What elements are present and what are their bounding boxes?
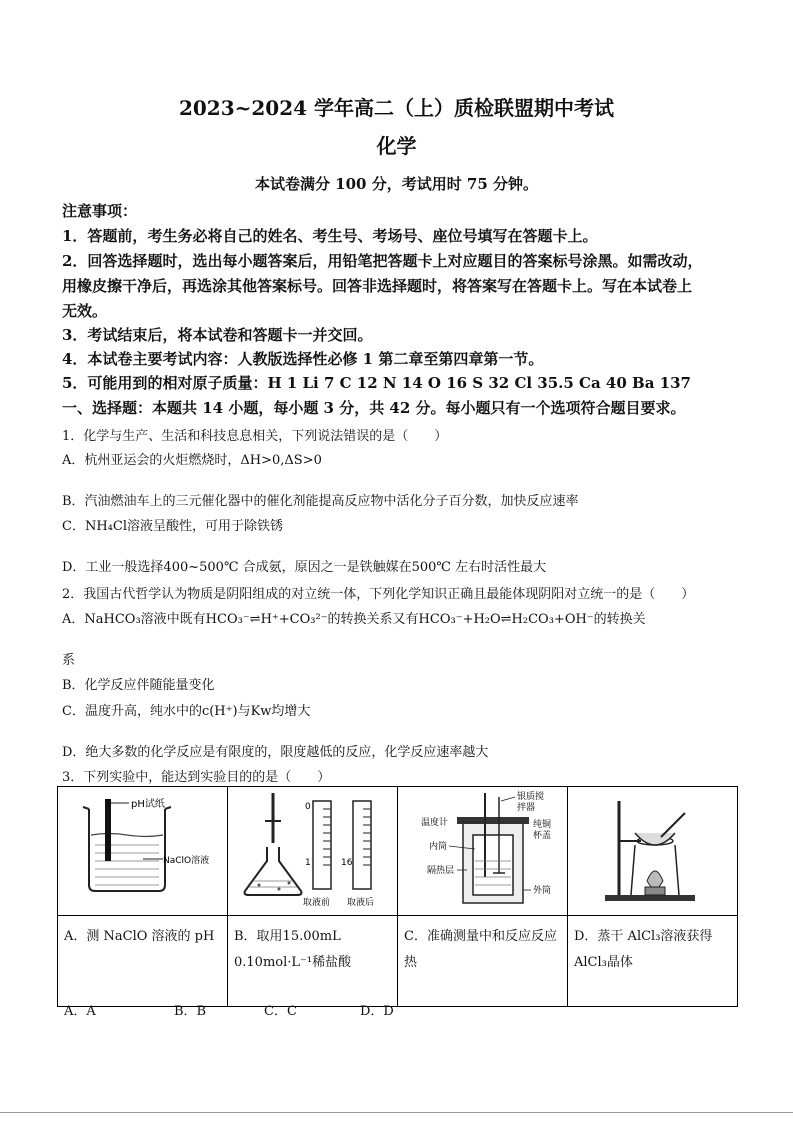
q3-option-a[interactable]: A．A [64, 1004, 96, 1019]
label-insulation: 隔热层 [426, 866, 454, 876]
label-after: 取液后 [346, 898, 374, 908]
figure-c-cell [398, 787, 568, 916]
q2-option-b: B．化学反应伴随能量变化 [62, 678, 215, 693]
caption-d [568, 916, 738, 1007]
notice-heading: 注意事项： [62, 202, 138, 220]
caption-c-text: C．准确测量中和反应反应热 [404, 929, 557, 970]
label-naclo: NaClO溶液 [162, 856, 209, 866]
notice-item: 无效。 [62, 302, 108, 320]
figure-d-cell [568, 787, 738, 916]
label-lid-2: 杯盖 [532, 831, 551, 841]
q2-option-a-cont: 系 [62, 653, 76, 668]
figure-b-cell [228, 787, 398, 916]
label-tick-0: 0 [304, 802, 311, 812]
label-tick-1: 1 [304, 858, 311, 868]
subject-title: 化学 [376, 134, 417, 158]
evaporation-figure [569, 787, 737, 911]
burette-flask-figure [229, 787, 397, 911]
page-bottom-rule [0, 1112, 793, 1113]
calorimeter-figure [399, 787, 567, 911]
notice-item: 2．回答选择题时，选出每小题答案后，用铅笔把答题卡上对应题目的答案标号涂黑。如需改动， [62, 252, 703, 270]
label-lid-1: 纯铜 [532, 820, 551, 830]
q1-stem: 1．化学与生产、生活和科技息息相关，下列说法错误的是（ ） [62, 429, 448, 444]
q3-option-d[interactable]: D．D [360, 1004, 394, 1019]
caption-a [58, 916, 228, 1007]
q2-option-a: A．NaHCO₃溶液中既有HCO₃⁻⇌H⁺+CO₃²⁻的转换关系又有HCO₃⁻+H₂O⇌H₂CO₃+OH⁻的转换关 [62, 612, 646, 627]
label-stirrer-1: 银质搅 [516, 792, 544, 802]
notice-item: 1．答题前，考生务必将自己的姓名、考生号、考场号、座位号填写在答题卡上。 [62, 227, 598, 245]
notice-item: 4．本试卷主要考试内容：人教版选择性必修 1 第二章至第四章第一节。 [62, 350, 544, 368]
ph-paper-icon [105, 799, 111, 861]
label-ph-paper: pH试纸 [130, 799, 165, 810]
q2-option-d: D．绝大多数的化学反应是有限度的，限度越低的反应，化学反应速率越大 [62, 745, 489, 760]
label-tick-16: 16 [340, 858, 352, 868]
q1-option-b: B．汽油燃油车上的三元催化器中的催化剂能提高反应物中活化分子百分数，加快反应速率 [62, 494, 579, 509]
caption-b [228, 916, 398, 1007]
caption-a-text: A．测 NaClO 溶液的 pH [64, 929, 215, 944]
label-inner: 内筒 [428, 842, 447, 852]
q3-option-c[interactable]: C．C [264, 1004, 297, 1019]
q3-options [64, 1000, 394, 1019]
caption-b-line1: B．取用15.00mL [234, 929, 341, 944]
q3-experiment-table [57, 786, 738, 1007]
section-heading: 一、选择题：本题共 14 小题，每小题 3 分，共 42 分。每小题只有一个选项符合题目要求。 [62, 399, 686, 417]
exam-info: 本试卷满分 100 分，考试用时 75 分钟。 [254, 175, 539, 193]
caption-b-line2: 0.10mol·L⁻¹稀盐酸 [234, 955, 352, 970]
q3-stem: 3．下列实验中，能达到实验目的的是（ ） [62, 770, 331, 785]
q2-option-c: C．温度升高，纯水中的c(H⁺)与Kw均增大 [62, 704, 311, 719]
label-thermometer: 温度计 [420, 818, 448, 828]
label-outer: 外筒 [532, 886, 551, 896]
caption-d-line1: D．蒸干 AlCl₃溶液获得 [574, 929, 713, 944]
label-before: 取液前 [302, 898, 330, 908]
q1-option-a: A．杭州亚运会的火炬燃烧时，ΔH>0,ΔS>0 [62, 453, 322, 468]
label-stirrer-2: 拌器 [516, 803, 535, 813]
q1-option-d: D．工业一般选择400~500℃ 合成氨，原因之一是铁触媒在500℃ 左右时活性最大 [62, 560, 547, 575]
caption-c [398, 916, 568, 1007]
beaker-ph-figure [59, 787, 227, 911]
notice-item: 用橡皮擦干净后，再选涂其他答案标号。回答非选择题时，将答案写在答题卡上。写在本试卷上 [62, 277, 693, 295]
q2-stem: 2．我国古代哲学认为物质是阴阳组成的对立统一体，下列化学知识正确且最能体现阴阳对立统一的是（ ） [62, 587, 695, 602]
figure-a-cell [58, 787, 228, 916]
caption-d-line2: AlCl₃晶体 [574, 955, 633, 970]
exam-title: 2023~2024 学年高二（上）质检联盟期中考试 [178, 96, 615, 120]
notice-item: 3．考试结束后，将本试卷和答题卡一并交回。 [62, 326, 373, 344]
q1-option-c: C．NH₄Cl溶液呈酸性，可用于除铁锈 [62, 519, 283, 534]
q3-option-b[interactable]: B．B [174, 1004, 207, 1019]
notice-item: 5．可能用到的相对原子质量：H 1 Li 7 C 12 N 14 O 16 S 32 Cl 35.5 Ca 40 Ba 137 [62, 374, 691, 392]
